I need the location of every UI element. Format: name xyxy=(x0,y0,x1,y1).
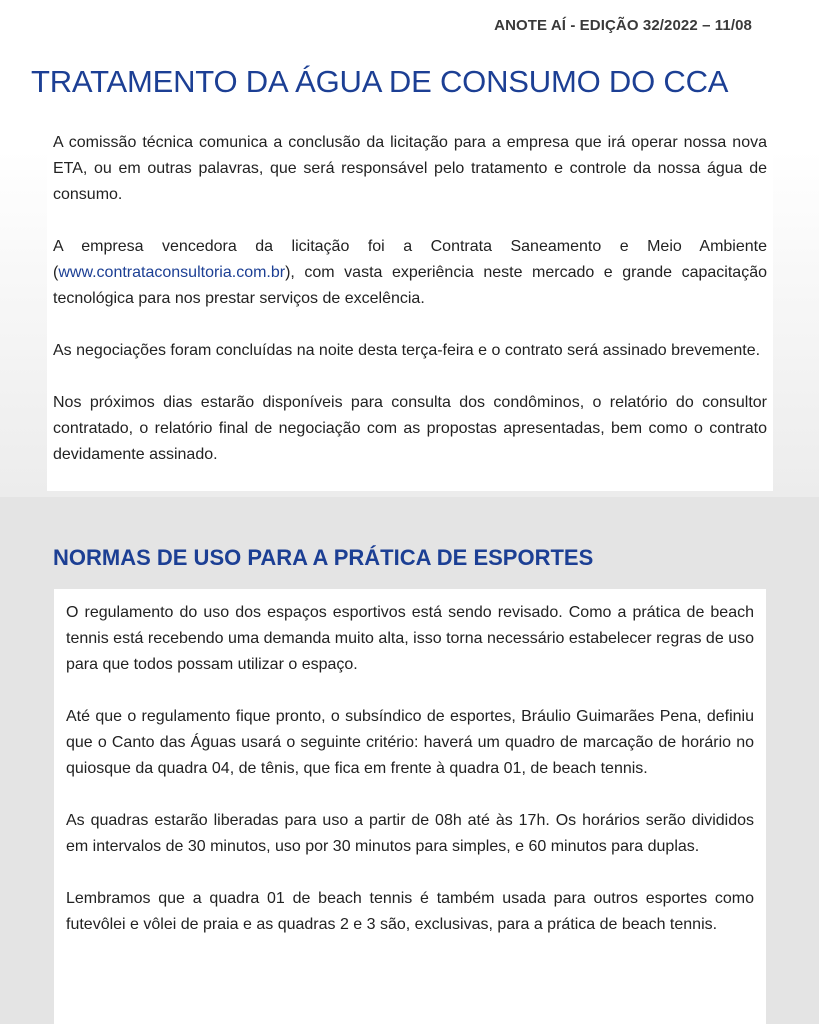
section-title-sports-rules: NORMAS DE USO PARA A PRÁTICA DE ESPORTES xyxy=(53,545,594,570)
sports-rules-article xyxy=(54,589,766,1029)
article-paragraph: As quadras estarão liberadas para uso a partir de 08h até às 17h. Os horários serão divididos em intervalos de 30 minutos, uso por 30 minutos para simples, e 60 minutos para duplas. xyxy=(66,812,754,855)
article-paragraph: Até que o regulamento fique pronto, o subsíndico de esportes, Bráulio Guimarães Pena, definiu que o Canto das Águas usará o seguinte critério: haverá um quadro de marcação de horário no quiosque da quadra 04, de tênis, que fica em frente à quadra 01, de beach tennis. xyxy=(66,708,754,777)
water-treatment-article xyxy=(47,124,773,491)
company-website-link[interactable]: www.contrataconsultoria.com.br xyxy=(58,264,286,281)
edition-header: ANOTE AÍ - EDIÇÃO 32/2022 – 11/08 xyxy=(494,17,752,34)
section-title-water-treatment: TRATAMENTO DA ÁGUA DE CONSUMO DO CCA xyxy=(31,64,729,99)
article-paragraph-company: A empresa vencedora da licitação foi a Contrata Saneamento e Meio Ambiente (www.contrataconsultoria.com.br), com vasta experiência neste mercado e grande capacitação tecnológica para nos prestar serviços de excelência. xyxy=(53,238,767,307)
article-paragraph: A comissão técnica comunica a conclusão da licitação para a empresa que irá operar nossa nova ETA, ou em outras palavras, que será responsável pelo tratamento e controle da nossa água de consumo. xyxy=(53,134,767,203)
article-paragraph: Nos próximos dias estarão disponíveis para consulta dos condôminos, o relatório do consultor contratado, o relatório final de negociação com as propostas apresentadas, bem como o contrato devidamente assinado. xyxy=(53,394,767,463)
article-paragraph: O regulamento do uso dos espaços esportivos está sendo revisado. Como a prática de beach tennis está recebendo uma demanda muito alta, isso torna necessário estabelecer regras de uso para que todos possam utilizar o espaço. xyxy=(66,604,754,673)
article-paragraph: Lembramos que a quadra 01 de beach tennis é também usada para outros esportes como futevôlei e vôlei de praia e as quadras 2 e 3 são, exclusivas, para a prática de beach tennis. xyxy=(66,890,754,933)
article-paragraph: As negociações foram concluídas na noite desta terça-feira e o contrato será assinado brevemente. xyxy=(53,342,761,359)
